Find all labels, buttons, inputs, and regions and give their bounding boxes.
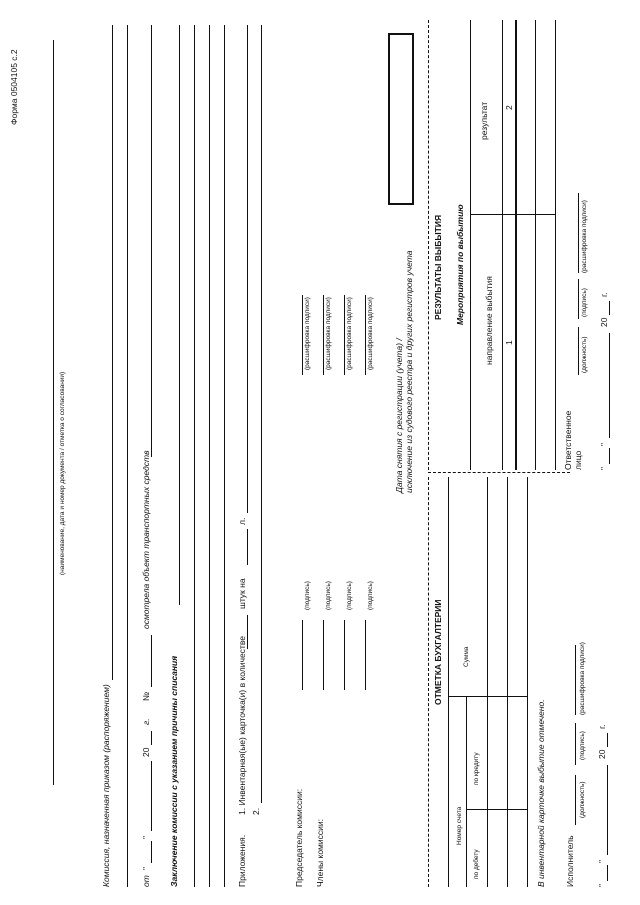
responsible-day-line	[609, 448, 610, 464]
order-year-suffix: г.	[141, 718, 151, 725]
accounting-header-mid	[466, 697, 467, 887]
executor-day-line	[607, 865, 608, 881]
conclusion-line-1	[179, 25, 180, 605]
results-col-divider	[470, 214, 555, 215]
member3-decoding-caption: (расшифровка подписи)	[367, 297, 374, 370]
order-year-prefix: 20	[141, 747, 151, 757]
results-header-bottom	[502, 20, 503, 470]
member3-decoding-line	[365, 295, 366, 375]
attachments-sheets-line	[247, 529, 248, 565]
attachments-count-line	[247, 615, 248, 649]
order-quote-close: "	[141, 835, 151, 839]
responsible-label-2: лицо	[573, 450, 583, 470]
chairman-label: Председатель комиссии:	[294, 788, 304, 887]
executor-signature-caption: (подпись)	[579, 731, 586, 760]
results-col2: 2	[504, 105, 514, 110]
responsible-month-line	[609, 333, 610, 438]
executor-position-line	[575, 775, 576, 825]
attachments-rest-line	[247, 25, 248, 513]
results-row-1	[535, 20, 536, 470]
order-number-sign: №	[141, 691, 151, 701]
accounting-title: ОТМЕТКА БУХГАЛТЕРИИ	[433, 599, 443, 705]
deregistration-line2: исключение из судового реестра и других регистров учета	[404, 250, 414, 493]
results-col1: 1	[504, 340, 514, 345]
inventory-note: В инвентарной карточке выбытие отмечено.	[536, 699, 546, 887]
executor-quote-close: "	[597, 859, 607, 863]
deregistration-date-box[interactable]	[388, 33, 414, 205]
accounting-col-divider-1	[466, 809, 527, 810]
order-month-line	[151, 761, 152, 831]
results-top-dash	[428, 20, 429, 470]
accounting-credit: по кредиту	[473, 752, 480, 785]
executor-label: Исполнитель	[565, 835, 575, 887]
results-direction: направление выбытия	[484, 276, 494, 365]
vertical-dash-separator	[428, 472, 570, 473]
responsible-decoding-line	[578, 193, 579, 273]
accounting-debit: по дебету	[473, 849, 480, 879]
member3-signature-line	[365, 620, 366, 690]
results-row-2	[555, 20, 556, 470]
attachments-sheets: л.	[237, 517, 247, 525]
responsible-position-line	[578, 327, 579, 375]
order-year-line	[151, 731, 152, 745]
responsible-position-caption: (должность)	[581, 336, 588, 373]
executor-signature-line	[575, 723, 576, 765]
conclusion-line-3	[209, 25, 210, 887]
executor-month-line	[607, 765, 608, 855]
conclusion-title: Заключение комиссии с указанием причины списания	[169, 655, 179, 887]
member2-decoding-caption: (расшифровка подписи)	[346, 297, 353, 370]
accounting-header-bottom	[487, 477, 488, 887]
order-from: от	[141, 875, 151, 887]
member1-signature-caption: (подпись)	[325, 581, 332, 610]
responsible-year-prefix: 20	[599, 317, 609, 327]
attachments-item2: 2.	[251, 807, 261, 815]
conclusion-line-4	[224, 25, 225, 887]
responsible-year-suffix: г.	[599, 292, 609, 297]
accounting-amount: Сумма	[463, 646, 470, 667]
responsible-quote-open: "	[599, 466, 609, 470]
attachments-pieces: штук на	[237, 578, 247, 609]
deregistration-line1: Дата снятия с регистрации (учета) /	[394, 338, 404, 493]
responsible-signature-line	[578, 279, 579, 319]
commission-title: Комиссия, назначенная приказом (распоряжением)	[101, 684, 111, 887]
approval-caption: (наименование, дата и номер документа / отметка о согласовании)	[59, 371, 66, 575]
members-label: Члены комиссии:	[315, 818, 325, 887]
results-title: РЕЗУЛЬТАТЫ ВЫБЫТИЯ	[433, 214, 443, 320]
commission-order-line	[112, 25, 113, 680]
accounting-account-number: Номер счета	[456, 806, 463, 845]
accounting-top-dash	[428, 477, 429, 887]
results-result: результат	[479, 101, 489, 140]
accounting-col-divider-2	[448, 696, 527, 697]
executor-year-prefix: 20	[597, 749, 607, 759]
order-quote-open: "	[141, 866, 151, 870]
order-day-line	[151, 841, 152, 863]
chairman-signature-caption: (подпись)	[304, 581, 311, 610]
member1-decoding-caption: (расшифровка подписи)	[325, 297, 332, 370]
chairman-signature-line	[302, 620, 303, 690]
results-measures: Мероприятия по выбытию	[455, 204, 465, 325]
approval-line	[53, 40, 54, 785]
responsible-quote-close: "	[599, 442, 609, 446]
chairman-decoding-line	[302, 295, 303, 375]
responsible-label-1: Ответственное	[563, 410, 573, 470]
member1-decoding-line	[323, 295, 324, 375]
executor-year-line	[607, 733, 608, 747]
order-object-line	[151, 25, 152, 457]
responsible-signature-caption: (подпись)	[581, 288, 588, 317]
executor-decoding-line	[575, 645, 576, 715]
conclusion-line-2	[194, 25, 195, 887]
member3-signature-caption: (подпись)	[367, 581, 374, 610]
attachments-item1: 1. Инвентарная(ые) карточка(и) в количестве	[237, 636, 247, 815]
responsible-year-line	[609, 301, 610, 315]
order-number-line	[151, 635, 152, 687]
attachments-label: Приложения.	[237, 834, 247, 887]
results-numbers-line	[515, 20, 517, 470]
commission-extra-line	[127, 25, 128, 887]
member2-signature-caption: (подпись)	[346, 581, 353, 610]
executor-position-caption: (должность)	[579, 781, 586, 818]
chairman-decoding-caption: (расшифровка подписи)	[304, 297, 311, 370]
order-inspected: осмотрела объект транспортных средств	[141, 450, 151, 629]
responsible-decoding-caption: (расшифровка подписи)	[581, 200, 588, 273]
accounting-row-1	[507, 477, 508, 887]
member2-signature-line	[344, 620, 345, 690]
executor-quote-open: "	[597, 883, 607, 887]
accounting-header-top	[448, 477, 449, 887]
form-code: Форма 0504105 с.2	[9, 49, 19, 125]
member1-signature-line	[323, 620, 324, 690]
accounting-row-2	[527, 477, 528, 887]
executor-year-suffix: г.	[597, 724, 607, 729]
attachments-item2-line	[261, 25, 262, 803]
results-header-top	[470, 20, 471, 470]
member2-decoding-line	[344, 295, 345, 375]
executor-decoding-caption: (расшифровка подписи)	[579, 642, 586, 715]
